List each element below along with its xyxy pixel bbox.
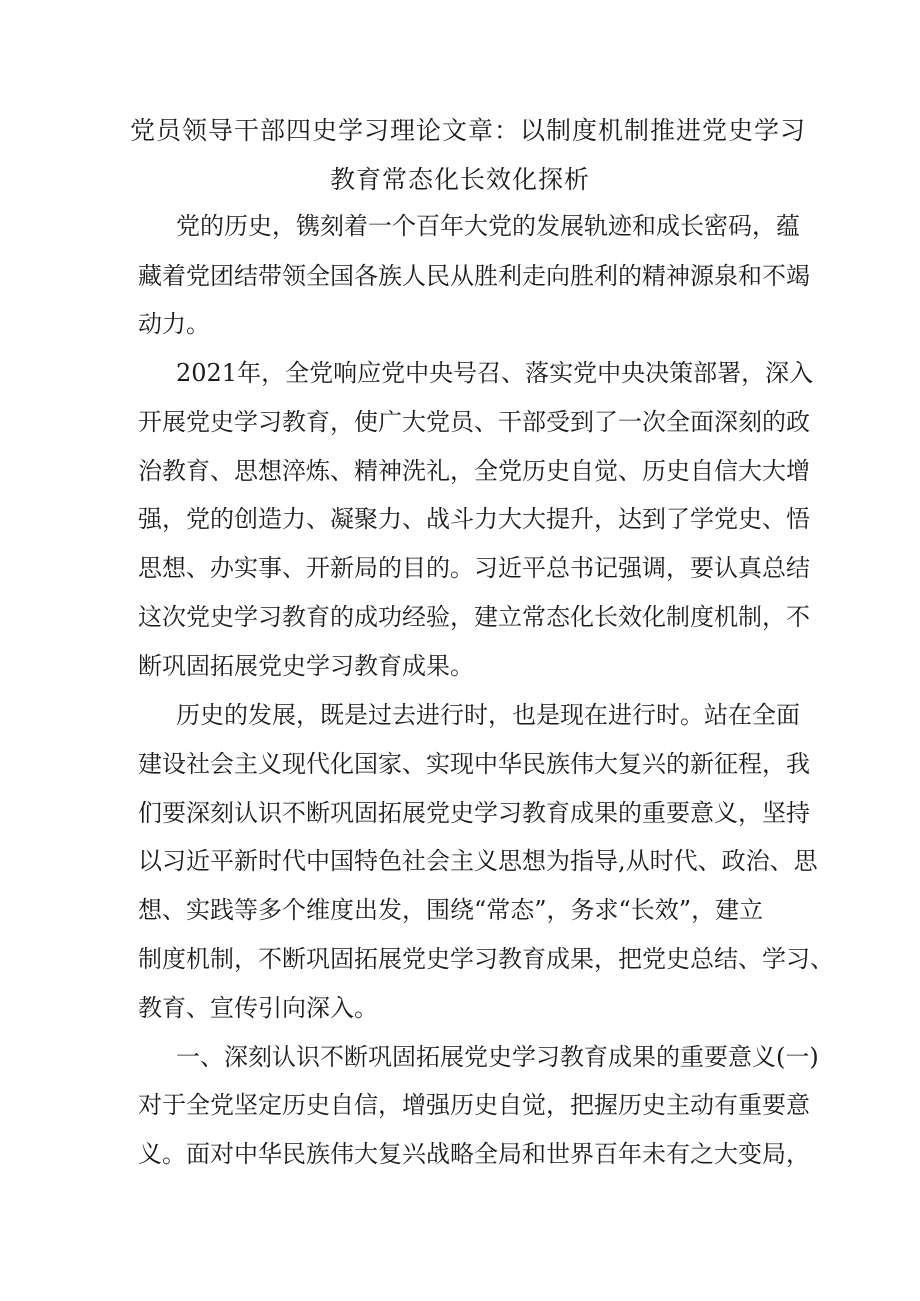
paragraph-2-line-2: 开展党史学习教育，使广大党员、干部受到了一次全面深刻的政: [138, 408, 810, 436]
paragraph-2-line-5: 思想、办实事、开新局的目的。习近平总书记强调，要认真总结: [138, 554, 810, 582]
title-line-1: 党员领导干部四史学习理论文章：以制度机制推进党史学习: [130, 116, 807, 145]
paragraph-1-line-2: 藏着党团结带领全国各族人民从胜利走向胜利的精神源泉和不竭: [138, 262, 810, 290]
paragraph-2-line-7: 断巩固拓展党史学习教育成果。: [138, 652, 474, 680]
paragraph-1-line-3: 动力。: [138, 310, 210, 338]
paragraph-3-line-1: 历史的发展，既是过去进行时，也是现在进行时。站在全面: [176, 701, 800, 729]
paragraph-2-line-4: 强，党的创造力、凝聚力、战斗力大大提升，达到了学党史、悟: [138, 505, 810, 533]
paragraph-2-line-1: 2021年，全党响应党中央号召、落实党中央决策部署，深入: [176, 359, 814, 387]
paragraph-3-line-3: 们要深刻认识不断巩固拓展党史学习教育成果的重要意义，坚持: [138, 799, 810, 827]
paragraph-4-line-3: 义。面对中华民族伟大复兴战略全局和世界百年未有之大变局，: [138, 1140, 810, 1168]
paragraph-3-line-5: 想、实践等多个维度出发，围绕“常态”，务求“长效”，建立: [138, 896, 764, 924]
paragraph-4-line-1: 一、深刻认识不断巩固拓展党史学习教育成果的重要意义(一): [176, 1043, 819, 1071]
paragraph-2-line-3: 治教育、思想淬炼、精神洗礼，全党历史自觉、历史自信大大增: [138, 457, 810, 485]
paragraph-1-line-1: 党的历史，镌刻着一个百年大党的发展轨迹和成长密码，蕴: [176, 212, 800, 240]
paragraph-3-line-6: 制度机制，不断巩固拓展党史学习教育成果，把党史总结、学习、: [138, 945, 834, 973]
title-line-2: 教育常态化长效化探析: [329, 165, 590, 194]
paragraph-3-line-4: 以习近平新时代中国特色社会主义思想为指导,从时代、政治、思: [138, 847, 818, 875]
paragraph-3-line-2: 建设社会主义现代化国家、实现中华民族伟大复兴的新征程，我: [138, 750, 810, 778]
paragraph-4-line-2: 对于全党坚定历史自信，增强历史自觉，把握历史主动有重要意: [138, 1091, 810, 1119]
paragraph-3-line-7: 教育、宣传引向深入。: [138, 994, 378, 1022]
paragraph-2-line-6: 这次党史学习教育的成功经验，建立常态化长效化制度机制，不: [138, 603, 810, 631]
